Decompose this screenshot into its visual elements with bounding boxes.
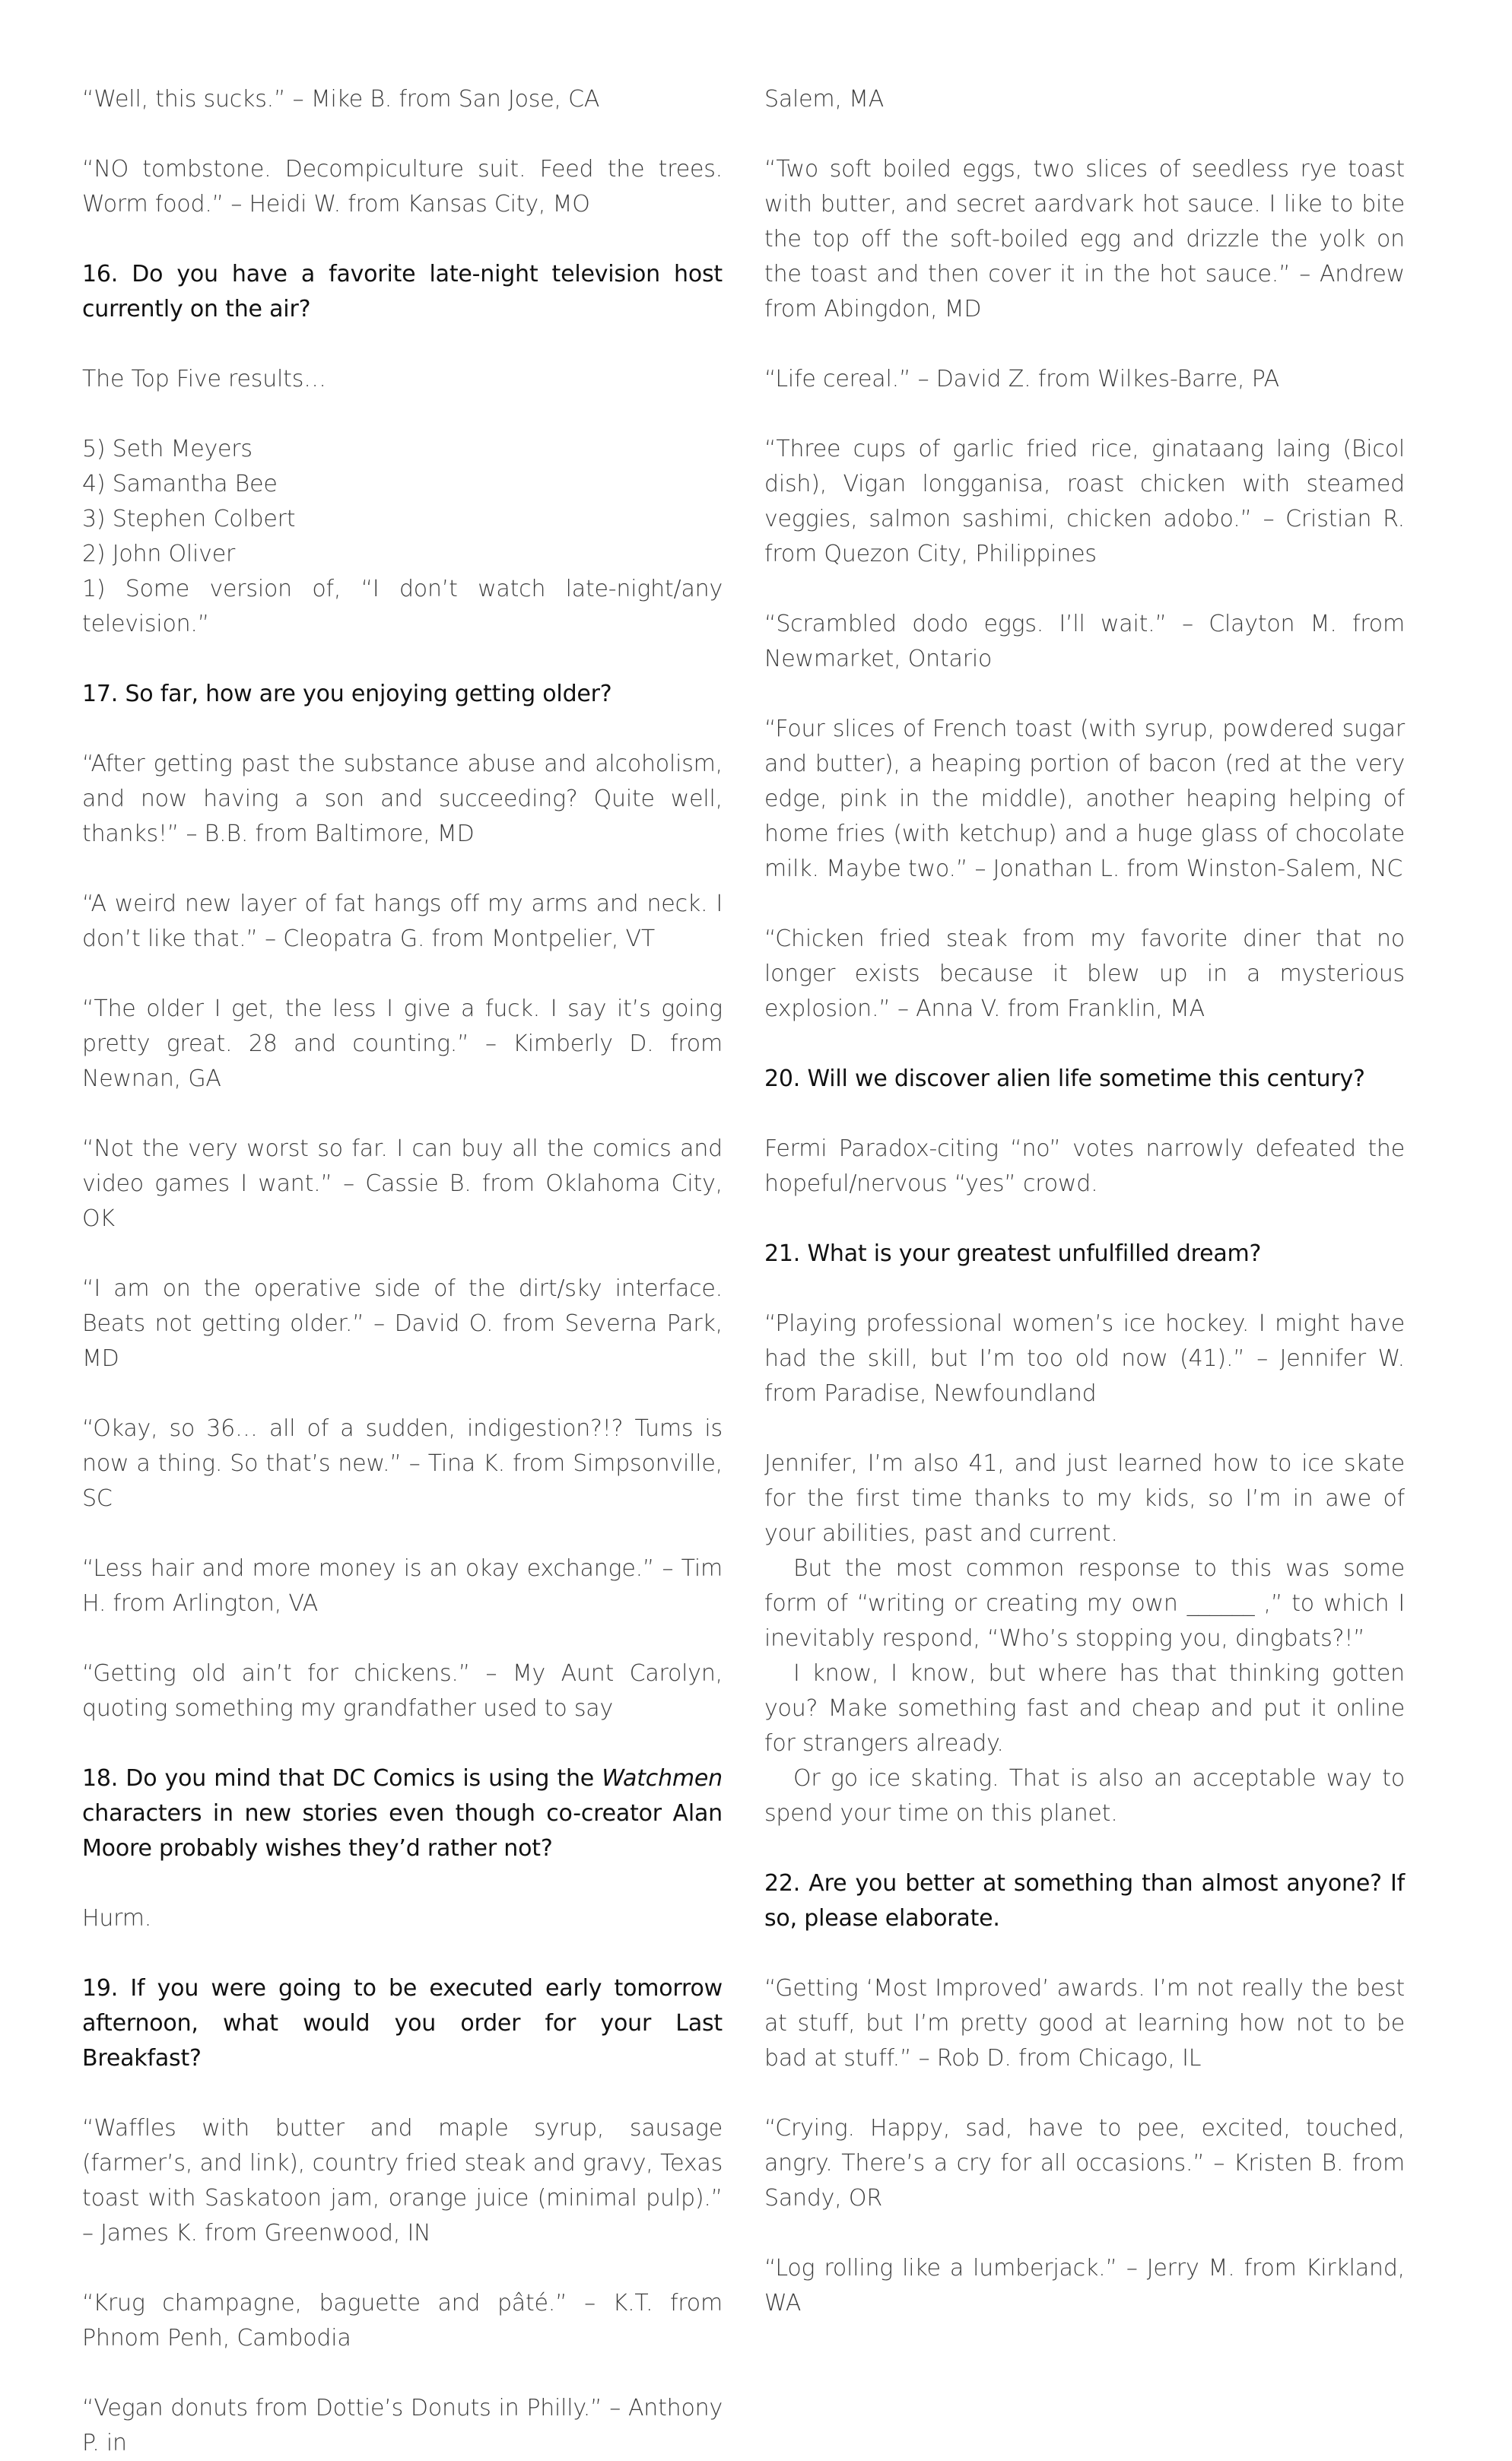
q18-text-start: 18. Do you mind that DC Comics is using the [82,1765,602,1792]
q17-answer: “Not the very worst so far. I can buy all the comics and video games I want.” – Cassie B. from Oklahoma City, OK [82,1135,723,1232]
q22-answer: “Crying. Happy, sad, have to pee, excited, touched, angry. There’s a cry for all occasions.” – Kristen B. from Sandy, OR [764,2115,1405,2212]
q19-answer: “Two soft boiled eggs, two slices of seedless rye toast with butter, and secret aardvark hot sauce. I like to bite the top off the soft-boiled egg and drizzle the yolk on the toast and then cover it in the hot sauce.” – Andrew from Abingdon, MD [764,156,1405,322]
q21-comment: But the most common response to this was some form of “writing or creating my own ______ ,” to which I inevitably respond, “Who’s stopping you, dingbats?!” [764,1555,1405,1652]
q21-comment: Jennifer, I’m also 41, and just learned how to ice skate for the first time thanks to my kids, so I’m in awe of your abilities, past and current. [764,1450,1405,1547]
q21-comment: Or go ice skating. That is also an acceptable way to spend your time on this planet. [764,1765,1405,1827]
q17-answer: “Getting old ain’t for chickens.” – My Aunt Carolyn, quoting something my grandfather used to say [82,1660,723,1722]
q20-answer: Fermi Paradox-citing “no” votes narrowly defeated the hopeful/nervous “yes” crowd. [764,1135,1405,1197]
q16-result-2: 2) John Oliver [82,541,236,567]
q19-answer: “Scrambled dodo eggs. I’ll wait.” – Clayton M. from Newmarket, Ontario [764,611,1405,672]
q22-answer: “Log rolling like a lumberjack.” – Jerry M. from Kirkland, WA [764,2255,1405,2317]
question-18 [82,1761,723,1866]
q19-answer: “Waffles with butter and maple syrup, sausage (farmer’s, and link), country fried steak and gravy, Texas toast with Saskatoon jam, orange juice (minimal pulp).” – James K. from Greenwood, IN [82,2115,723,2247]
quote-mike: “Well, this sucks.” – Mike B. from San Jose, CA [82,86,600,113]
q18-answer: Hurm. [82,1905,152,1932]
left-column [82,82,723,2461]
q19-answer: “Chicken fried steak from my favorite diner that no longer exists because it blew up in a mysterious explosion.” – Anna V. from Franklin, MA [764,926,1405,1022]
q19-answer: “Four slices of French toast (with syrup, powdered sugar and butter), a heaping portion of bacon (red at the very edge, pink in the middle), another heaping helping of home fries (with ketchup) and a huge glass of chocolate milk. Maybe two.” – Jonathan L. from Winston-Salem, NC [764,716,1405,882]
q21-comment: I know, I know, but where has that thinking gotten you? Make something fast and cheap and put it online for strangers already. [764,1660,1405,1757]
q16-results-list [82,432,723,642]
q16-result-5: 5) Seth Meyers [82,436,253,462]
q21-answer: “Playing professional women’s ice hockey. I might have had the skill, but I’m too old now (41).” – Jennifer W. from Paradise, Newfoundland [764,1310,1405,1407]
q17-answer: “I am on the operative side of the dirt/sky interface. Beats not getting older.” – David O. from Severna Park, MD [82,1275,723,1372]
q19-answer: “Three cups of garlic fried rice, ginataang laing (Bicol dish), Vigan longganisa, roast chicken with steamed veggies, salmon sashimi, chicken adobo.” – Cristian R. from Quezon City, Philippines [764,436,1405,567]
q17-answer: “After getting past the substance abuse and alcoholism, and now having a son and succeeding? Quite well, thanks!” – B.B. from Baltimore, MD [82,751,723,847]
q17-answer: “A weird new layer of fat hangs off my arms and neck. I don’t like that.” – Cleopatra G. from Montpelier, VT [82,891,723,952]
question-17: 17. So far, how are you enjoying getting older? [82,681,612,707]
question-21: 21. What is your greatest unfulfilled dream? [764,1240,1262,1267]
q19-answer: “Krug champagne, baguette and pâté.” – K.T. from Phnom Penh, Cambodia [82,2290,723,2351]
q17-answer: “The older I get, the less I give a fuck. I say it’s going pretty great. 28 and counting.” – Kimberly D. from Newnan, GA [82,996,723,1092]
question-20: 20. Will we discover alien life sometime this century? [764,1065,1365,1092]
q18-text-end: characters in new stories even though co-creator Alan Moore probably wishes they’d rather not? [82,1800,723,1862]
question-19: 19. If you were going to be executed early tomorrow afternoon, what would you order for your Last Breakfast? [82,1975,723,2072]
quote-heidi: “NO tombstone. Decompiculture suit. Feed the trees. Worm food.” – Heidi W. from Kansas City, MO [82,156,723,218]
quote-anthony: “Vegan donuts from Dottie’s Donuts in Philly.” – Anthony P. in [82,2395,723,2456]
q18-title-italic: Watchmen [602,1765,723,1792]
q22-answer: “Getting ‘Most Improved’ awards. I’m not really the best at stuff, but I’m pretty good at learning how not to be bad at stuff.” – Rob D. from Chicago, IL [764,1975,1405,2072]
continued-attribution: Salem, MA [764,86,885,113]
q17-answer: “Less hair and more money is an okay exchange.” – Tim H. from Arlington, VA [82,1555,723,1617]
q19-answer: “Life cereal.” – David Z. from Wilkes-Barre, PA [764,366,1279,392]
q17-answer: “Okay, so 36… all of a sudden, indigestion?!? Tums is now a thing. So that’s new.” – Tina K. from Simpsonville, SC [82,1415,723,1512]
q16-intro: The Top Five results… [82,366,326,392]
question-16: 16. Do you have a favorite late-night television host currently on the air? [82,261,723,322]
question-22: 22. Are you better at something than almost anyone? If so, please elaborate. [764,1870,1405,1932]
q16-result-3: 3) Stephen Colbert [82,506,296,532]
q16-result-4: 4) Samantha Bee [82,471,278,497]
q16-result-1: 1) Some version of, “I don’t watch late-night/any television.” [82,576,723,637]
right-column [764,82,1405,2321]
